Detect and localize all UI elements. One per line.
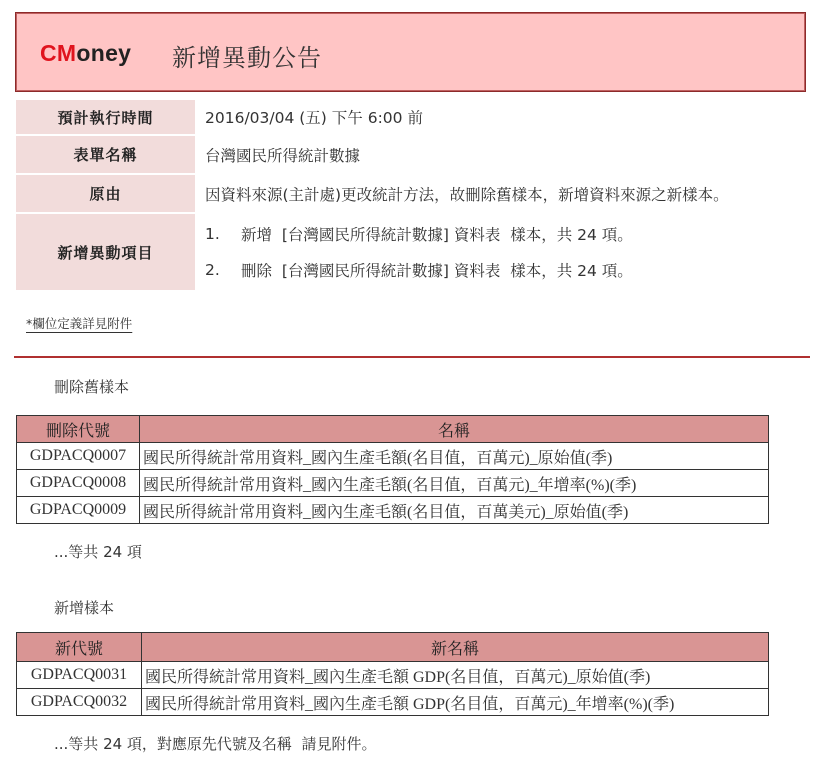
cell-code: GDPACQ0031: [17, 662, 142, 689]
divider: [14, 356, 810, 358]
table-row: [17, 497, 769, 524]
deleted-section-title: 刪除舊樣本: [54, 378, 130, 396]
info-value: 因資料來源(主計處)更改統計方法，故刪除舊樣本，新增資料來源之新樣本。: [205, 185, 729, 204]
cell-name: 國民所得統計常用資料_國內生產毛額 GDP(名目值，百萬元)_原始值(季): [142, 662, 769, 689]
column-header-code: 刪除代號: [17, 416, 140, 443]
field-definition-note-link[interactable]: *欄位定義詳見附件: [26, 316, 133, 331]
cell-code: GDPACQ0008: [17, 470, 140, 497]
list-number: 1.: [205, 225, 220, 243]
cell-code: GDPACQ0009: [17, 497, 140, 524]
cell-name: 國民所得統計常用資料_國內生產毛額(名目值，百萬美元)_原始值(季): [140, 497, 769, 524]
added-section-title: 新增樣本: [54, 599, 115, 617]
list-text: 刪除 [台灣國民所得統計數據] 資料表 樣本，共 24 項。: [241, 262, 633, 280]
list-item: [205, 252, 633, 288]
change-items-list: [195, 214, 633, 290]
list-number: 2.: [205, 261, 220, 279]
table-row: [17, 470, 769, 497]
list-item: [205, 216, 633, 252]
column-header-name: 名稱: [140, 416, 769, 443]
column-header-code: 新代號: [17, 633, 142, 662]
info-row-form-name: [16, 134, 816, 173]
added-footer-text: ...等共 24 項，對應原先代號及名稱 請見附件。: [54, 735, 377, 753]
announcement-header: [15, 12, 806, 92]
added-samples-table: [16, 632, 769, 716]
cmoney-logo: [40, 40, 131, 67]
info-label: 新增異動項目: [16, 214, 195, 290]
deleted-footer-text: ...等共 24 項: [54, 543, 142, 561]
info-row-reason: [16, 173, 816, 212]
table-row: [17, 662, 769, 689]
info-value: 台灣國民所得統計數據: [205, 146, 361, 165]
page-title: 新增異動公告: [172, 44, 322, 72]
logo-letter-m: M: [56, 40, 77, 66]
info-table: [16, 100, 816, 290]
cell-code: GDPACQ0007: [17, 443, 140, 470]
cell-name: 國民所得統計常用資料_國內生產毛額 GDP(名目值，百萬元)_年增率(%)(季): [142, 689, 769, 716]
logo-letter-c: C: [40, 40, 57, 66]
deleted-samples-table: [16, 415, 769, 524]
info-label: 預計執行時間: [16, 100, 195, 134]
info-row-schedule: [16, 100, 816, 134]
table-row: [17, 443, 769, 470]
logo-rest: oney: [76, 40, 132, 66]
cell-code: GDPACQ0032: [17, 689, 142, 716]
list-text: 新增 [台灣國民所得統計數據] 資料表 樣本，共 24 項。: [241, 226, 633, 244]
table-header-row: [17, 633, 769, 662]
info-value: 2016/03/04 (五) 下午 6:00 前: [205, 109, 423, 127]
info-row-change-items: [16, 212, 816, 290]
cell-name: 國民所得統計常用資料_國內生產毛額(名目值，百萬元)_年增率(%)(季): [140, 470, 769, 497]
column-header-name: 新名稱: [142, 633, 769, 662]
cell-name: 國民所得統計常用資料_國內生產毛額(名目值，百萬元)_原始值(季): [140, 443, 769, 470]
info-label: 表單名稱: [16, 136, 195, 173]
table-row: [17, 689, 769, 716]
table-header-row: [17, 416, 769, 443]
info-label: 原由: [16, 175, 195, 212]
